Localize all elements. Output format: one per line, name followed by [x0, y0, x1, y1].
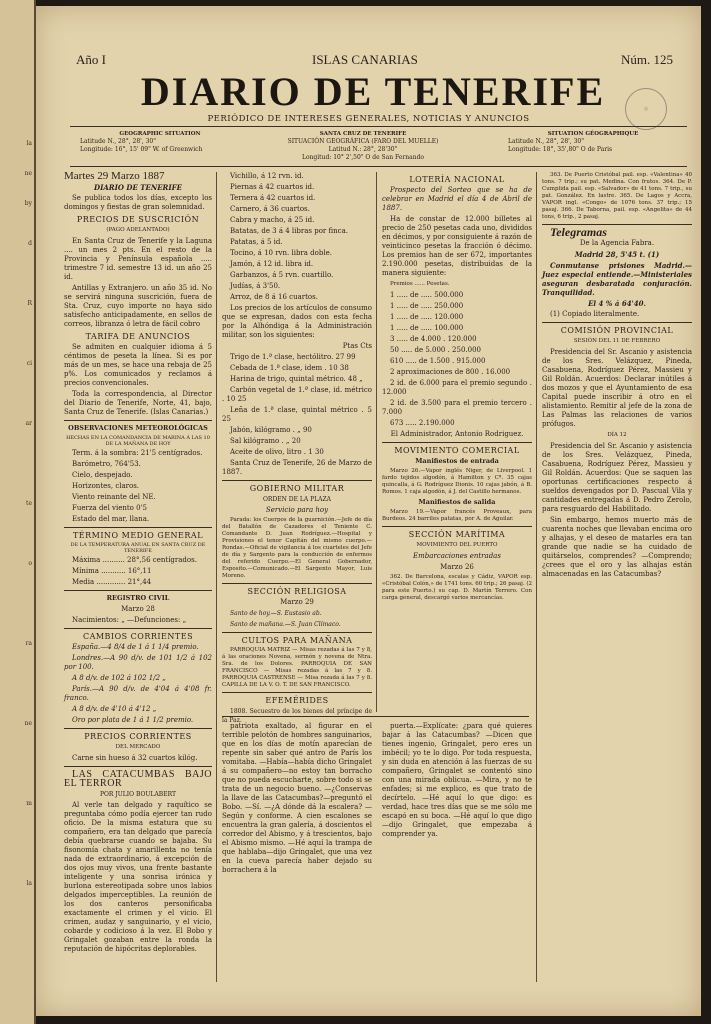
paragraph: Sin embargo, hemos muerto más de cuarenta noches que llevaban encima oro y alhajas, y el deseo de matarles era tan grande que nadie se ha cuidado de quitárselos, comprendes? —Comprendo; ¿crees que el oro y las alhajas están almacenadas en las Catacumbas?	[542, 516, 692, 578]
rate-line: Oro por plata de 1 á 1 1/2 premio.	[72, 716, 194, 724]
heading: TÉRMINO MEDIO GENERAL	[72, 531, 204, 540]
price-line: Piernas á 42 cuartos id.	[230, 183, 315, 191]
subheading: SESIÓN DEL 11 DE FEBRERO	[573, 338, 661, 344]
price-line: Jamón, á 12 id. libra id.	[230, 260, 314, 268]
paragraph: En Santa Cruz de Tenerife y la Laguna .... un mes 2 pts. En el resto de la Provincia y Península española ..... trimestre 7 id. semestre 13 id. un año 25 id.	[64, 237, 212, 281]
price-line: Patatas, á 5 id.	[230, 238, 283, 246]
subheading: Embarcaciones entradas	[413, 552, 501, 560]
paragraph: Parada: los Cuerpos de la guarnición.—Jefe de día del Batallón de Cazadores el Teniente C. Comandante D. Juan Rodríguez.—Hospital y Provisiones el tenor Capitán del mismo cuerpo.—Rondas.—Oficial de vigilancia á los cuarteles del Jefe de día y Sargento para la conducción de enfermos del referido Cuerpo.—El General Gobernador, Esposito.—Comunicado.—El Sargento Mayor, Luis Moreno.	[222, 517, 372, 579]
subheading: Marzo 29	[280, 598, 314, 606]
paragraph: Prospecto del Sorteo que se ha de celebrar en Madrid el día 4 de Abril de 1887.	[382, 186, 532, 212]
paragraph: Se admiten en cualquier idioma á 5 céntimos de peseta la línea. Si es por más de un mes, se hace una rebaja de 25 p%. Los comunicados y reclamos á precios convencionales.	[64, 343, 212, 387]
rate-line: A 8 d/v. de 4'10 á 4'12 „	[72, 705, 157, 713]
paragraph: (1) Copiado literalmente.	[550, 310, 640, 318]
subheading: DÍA 12	[607, 432, 627, 438]
subheading: DEL MERCADO	[115, 744, 161, 750]
table-row: 2 aproximaciones de 800 . 16.000	[390, 368, 511, 376]
table-row: 2 id. de 6.000 para el premio segundo . 12.000	[382, 379, 532, 396]
divider	[70, 126, 687, 127]
heading: CAMBIOS CORRIENTES	[82, 632, 194, 641]
divider	[70, 166, 687, 167]
table-row: Jabón, kilógramo . „ 90	[230, 426, 312, 434]
paragraph: El Administrador, Antonio Rodriguez.	[390, 430, 524, 438]
price-line: Vichillo, á 12 rvn. id.	[230, 172, 304, 180]
obs-line: Fuerza del viento 0'5	[72, 504, 147, 512]
subheading: HECHAS EN LA COMANDANCIA DE MARINA Á LAS 10 DE LA MAÑANA DE HOY	[66, 435, 210, 447]
obs-line: Term. á la sombra: 21'5 centígrados.	[72, 449, 203, 457]
table-row: 1 ..... de ..... 500.000	[390, 291, 464, 299]
temp-line: Media ............. 21°,44	[72, 578, 152, 586]
heading: TARIFA DE ANUNCIOS	[85, 332, 191, 341]
table-row: 3 ..... de 4.000 . 120.000	[390, 335, 477, 343]
table-row: 50 ..... de 5.000 . 250.000	[390, 346, 481, 354]
paragraph: Presidencia del Sr. Ascanio y asistencia de los Sres. Velázquez, Pineda, Casabuena, Rodríguez Pérez, Massieu y Gil Roldán. Acuerdos: Que se saquen las oportunas certificaciones respecto á sueldos devengados por D. Pascual Vila y cantidades entregadas á D. Pedro Zerolo, para resguardo del Habilitado.	[542, 442, 692, 513]
heading: PRECIOS DE SUSCRICIÓN	[76, 215, 200, 224]
subheading: De la Agencia Fabra.	[579, 239, 655, 247]
table-row: 2 id. de 3.500 para el premio tercero . 7.000	[382, 399, 532, 416]
heading: EFEMÉRIDES	[265, 696, 329, 705]
column-divider	[376, 172, 377, 712]
table-row: Leña de 1.ª clase, quintal métrico . 5 25	[222, 406, 372, 423]
rate-line: España.—4 8/4 de 1 á 1 1/4 premio.	[72, 643, 199, 651]
price-line: Arroz, de 8 á 16 cuartos.	[230, 293, 318, 301]
temp-line: Mínima ........... 16°,11	[72, 567, 152, 575]
column-divider	[216, 172, 217, 982]
table-row: Aceite de olivo, litro . 1 30	[230, 448, 324, 456]
paragraph: Presidencia del Sr. Ascanio y asistencia de los Sres. Velázquez, Pineda, Casabuena, Rodríguez Pérez, Massieu y Gil Roldán. Acuerdos: Declarar inútiles á dos mozos y que el Ayuntamiento de esa Capital puede inscribir á otro en el alistamiento. Remitir al jefe de la zona de Las Palmas las relaciones de varios prófugos.	[542, 348, 692, 428]
story-text: patriota exaltado, al figurar en el terrible pelotón de hombres sanguinarios, que en los días de motín aparecían de repente sin saber qué antro de París los vomitaba. —Había—había dicho Gringalet á su compañero—no estoy tan borracho que no pueda escucharte, sobre todo si se trata de un negocio bueno. —¿Conservas la llave de las Catacumbas?—preguntó el Bobo. —Sí. —¿A dónde dá la escalera? —Según y conforme. A cien escalones se encuentra la gran galería, á doscientos el corredor del Abismo, y á trescientos, bajo el Abismo mismo. —Hé aquí la trampa de que hablaba—dijo Gringalet, que una vez en la cueva parecía haber dejado su borrachera á la	[222, 722, 372, 874]
column-2	[222, 172, 372, 724]
story-column-3	[382, 722, 532, 984]
table-row: 1 ..... de ..... 250.000	[390, 302, 464, 310]
heading: OBSERVACIONES METEOROLÓGICAS	[68, 424, 208, 432]
section-title: DIARIO DE TENERIFE	[94, 183, 182, 192]
paragraph: Marzo 19.—Vapor francés Proveaux, para Burdeos. 24 barriles patatas, por A. de Aguilar.	[382, 509, 532, 522]
price-line: Tocino, á 10 rvn. libra doble.	[230, 249, 332, 257]
obs-line: Barómetro, 764'53.	[72, 460, 141, 468]
table-row: Sal kilógramo . „ 20	[230, 437, 301, 445]
heading: PRECIOS CORRIENTES	[84, 732, 192, 741]
paragraph: Ha de constar de 12.000 billetes al precio de 250 pesetas cada uno, divididos en décimos, y por consiguiente á razón de veinticinco pesetas la fracción ó décimo. Los premios han de ser 672, importantes 2.190.000 pesetas, distribuidas de la manera siguiente:	[382, 215, 532, 277]
subheading: Marzo 26	[440, 563, 474, 571]
price-line: Batatas, de 3 á 4 libras por finca.	[230, 227, 348, 235]
paragraph: 1808. Secuestro de los bienes del príncipe de la Paz.	[222, 708, 372, 724]
header-line	[76, 52, 681, 68]
issue-number: Núm. 125	[621, 52, 673, 67]
subheading: Madrid 28, 5'45 t. (1)	[574, 250, 660, 259]
obs-line: Horizontes, claros.	[72, 482, 140, 490]
price-line: Carnero, á 36 cuartos.	[230, 205, 310, 213]
library-stamp-icon: ◎	[625, 88, 667, 130]
table-header: Premios ...... Pesetas.	[390, 281, 450, 287]
story-text: puerta.—Explícate: ¿para qué quieres bajar á las Catacumbas? —Dicen que tienes ingenio, Gringalet, pero eres un imbécil; yo te lo digo. Por toda respuesta, y sin duda en atención á las fuerzas de su compañero, Gringalet se contentó sino con una mirada oblicua. —Mira, y no te enfades; si me explico, es que trato de decírtelo. —Hé aquí lo que digo: es verdad, hace tres días que se me sólo me escapó en su boca. —Hé aquí lo que digo—dijo Gringalet, que empezaba á comprender ya.	[382, 722, 532, 838]
issue-date: Martes 29 Marzo 1887	[64, 170, 165, 182]
subheading: ORDEN DE LA PLAZA	[263, 496, 331, 503]
paragraph: Santo de mañana.—S. Juan Clímaco.	[230, 621, 341, 628]
heading: COMISIÓN PROVINCIAL	[560, 326, 674, 335]
subheading: Manifiestos de salida	[418, 498, 496, 506]
paragraph: Marzo 26.—Vapor inglés Niger, de Liverpool. 1 fardo tejidos algodón, á Hamilton y Cª. 35 cajas quincalla, á G. Rodríguez Dionis. 10 cajas jabón, á B. Romos. 1 caja algodón, á J. del Castillo hermanos.	[382, 468, 532, 495]
table-row: 1 ..... de ..... 120.000	[390, 313, 464, 321]
column-divider	[536, 172, 537, 982]
story-title: LAS CATACUMBAS BAJO EL TERROR	[64, 769, 212, 789]
paragraph: 362. De Barcelona, escalas y Cádiz, VAPOR esp. «Cristóbal Colón,» de 1741 tons. 60 trip.; 26 pasaj. (2 para este Puerto.) su cap. D. Martín Terrero. Con carga general, descargó varios mercancías.	[382, 574, 532, 601]
heading: SECCIÓN RELIGIOSA	[247, 587, 347, 596]
subheading: Manifiestos de entrada	[415, 457, 499, 465]
rate-line: A 8 d/v. de 102 á 102 1/2 „	[72, 674, 166, 682]
table-row: Trigo de 1.ª clase, hectólitro. 27 99	[230, 353, 356, 361]
price-line: Judías, á 3'50.	[230, 282, 281, 290]
obs-line: Estado del mar, llana.	[72, 515, 150, 523]
paragraph: El 4 % á 64'40.	[588, 299, 646, 308]
subheading: Marzo 28	[121, 605, 155, 613]
temp-line: Máxima .......... 28°,56 centígrados.	[72, 556, 197, 564]
column-3	[382, 172, 532, 712]
paragraph: Se publica todos los días, excepto los domingos y fiestas de gran solemnidad.	[64, 194, 212, 211]
previous-page-edge: la ne by d R ci ar te o ra ne m la	[0, 0, 36, 1024]
column-4	[542, 172, 692, 982]
subheading: (PAGO ADELANTADO)	[106, 227, 170, 233]
divider	[222, 716, 529, 717]
heading: MOVIMIENTO COMERCIAL	[394, 446, 520, 455]
telegrams-title: Telegramas	[550, 225, 607, 239]
paragraph: Santo de hoy.—S. Eustasio ab.	[230, 610, 322, 617]
table-row: 610 ..... de 1.500 . 915.000	[390, 357, 486, 365]
masthead-subtitle: PERIÓDICO DE INTERESES GENERALES, NOTICIAS Y ANUNCIOS	[207, 114, 530, 124]
situation-left: GEOGRAPHIC SITUATION Latitude N., 28°, 28', 30" Longitude: 16°, 15' 09" W. of Greenwich	[80, 131, 203, 153]
price-line: Cabra y macho, á 25 id.	[230, 216, 315, 224]
heading: SECCIÓN MARÍTIMA	[408, 530, 506, 539]
masthead-title: DIARIO DE TENERIFE	[140, 69, 606, 114]
paragraph: Conmutanse prisiones Madrid.—Juez especial entiende.—Ministeriales aseguran desbaratada conjuración. Tranquilidad.	[542, 261, 692, 297]
subheading: Servicio para hoy	[265, 506, 329, 514]
column-1	[64, 172, 212, 982]
story-text: Al verle tan delgado y raquítico se preguntaba cómo podía ejercer tan rudo oficio. De la misma estatura que su compañero, era tan delgado que parecía debía quebrarse cuando se bajaba. Su fisonomía chata y amarillenta no tenía nada de extraordinario, á excepción de dos ojos muy vivos, una frente bastante inteligente y una sonrisa irónica y burlona estereotipada sobre unos labios delgados imperceptibles. La reunión de los dos canteros personificaba exactamente el crimen y el vicio. El crimen, audaz y sanguinario, y el vicio, cobarde y codicioso á la vez. El Bobo y Gringalet gozaban entre la ronda la reputación de hipócritas deplorables.	[64, 801, 212, 953]
paragraph: Los precios de los artículos de consumo que se expresan, dados con esta fecha por la Alhóndiga á la Administración militar, son los siguientes:	[222, 304, 372, 339]
paragraph: Toda la correspondencia, al Director del Diario de Tenerife, Norte, 41, bajo, Santa Cruz de Tenerife. (Islas Canarias.)	[64, 390, 212, 416]
paragraph: Carne sin hueso á 32 cuartos kilóg.	[72, 754, 198, 762]
rate-line: Londres.—A 90 d/v. de 101 1/2 á 102 por 100.	[64, 654, 212, 671]
situation-center: SANTA CRUZ DE TENERIFE SITUACIÓN GEOGRÁFICA (FARO DEL MUELLE) Latitud N.: 28°, 28'30" Longitud: 10° 2',50" O de San Fernando	[287, 131, 439, 161]
paragraph: 363. De Puerto Cristóbal pail. esp. «Valentina» 40 tons. 7 trip.; su pat. Medina. Con frutos. 364. De P. Cumplida pail. esp. «Salvador» de 41 tons. 7 trip., su pat. González. En lastre. 365. De Lagos y Accra, VAPOR ingl. «Congo» de 1076 tons. 37 trip.; 15 pasaj. 366. De Taborna, pail. esp. «Angelita» de 44 tons, 6 trip., 2 pasaj.	[542, 172, 692, 220]
table-row: Harina de trigo, quintal métrico. 48 „	[230, 375, 363, 383]
rate-line: París.—A 90 d/v. de 4'04 á 4'08 fr. franco.	[64, 685, 212, 702]
heading: CULTOS PARA MAÑANA	[241, 636, 353, 645]
table-row: Cebada de 1.ª clase, idem . 10 38	[230, 364, 349, 372]
obs-line: Cielo, despejado.	[72, 471, 133, 479]
obs-line: Viento reinante del NE.	[72, 493, 156, 501]
table-row: 1 ..... de ..... 100.000	[390, 324, 464, 332]
heading: LOTERÍA NACIONAL	[409, 175, 505, 184]
paragraph: PARROQUIA MATRIZ — Misas rezadas á las 7 y 8, á las oraciones Novena, sermón y novena de Ntra. Sra. de los Dolores. PARROQUIA DE SAN FRANCISCO — Misas rezadas á las 7 y 8. PARROQUIA CASTRENSE — Misa rezada á las 7 y 8. CAPILLA DE LA V. O. T. DE SAN FRANCISCO.	[222, 647, 372, 688]
subheading: MOVIMIENTO DEL PUERTO	[416, 542, 498, 548]
paragraph: Antillas y Extranjero. un año 35 id. No se servirá ninguna suscrición, fuera de Sta. Cruz, cuyo importe no haya sido satisfecho anticipadamente, en sellos de correos, libranza ó letra de fácil cobro	[64, 284, 212, 328]
heading: REGISTRO CIVIL	[106, 594, 170, 602]
price-line: Ternera á 42 cuartos id.	[230, 194, 316, 202]
situation-right: SITUATION GÉOGRAPHIQUE Latitude N., 28°, 28', 30" Longitude: 18°, 35',80" O de Paris	[508, 131, 639, 153]
subheading: DE LA TEMPERATURA ANUAL EN SANTA CRUZ DE TENERIFE	[70, 542, 206, 554]
year-label: Año I	[76, 52, 106, 67]
newspaper-page	[36, 6, 701, 1016]
heading: GOBIERNO MILITAR	[249, 484, 345, 493]
table-row: Carbón vegetal de 1.ª clase, id. métrico . 10 25	[222, 386, 372, 403]
story-author: POR JULIO BOULABERT	[99, 791, 177, 798]
price-line: Garbanzos, á 5 rvn. cuartillo.	[230, 271, 334, 279]
table-header: Ptas Cts	[342, 342, 372, 350]
story-column-2	[222, 722, 372, 984]
paragraph: Santa Cruz de Tenerife, 26 de Marzo de 1887.	[222, 459, 372, 476]
place-label: ISLAS CANARIAS	[312, 52, 418, 67]
paragraph: Nacimientos: „ —Defunciones: „	[72, 616, 187, 624]
table-row: 673 ..... 2.190.000	[390, 419, 455, 427]
